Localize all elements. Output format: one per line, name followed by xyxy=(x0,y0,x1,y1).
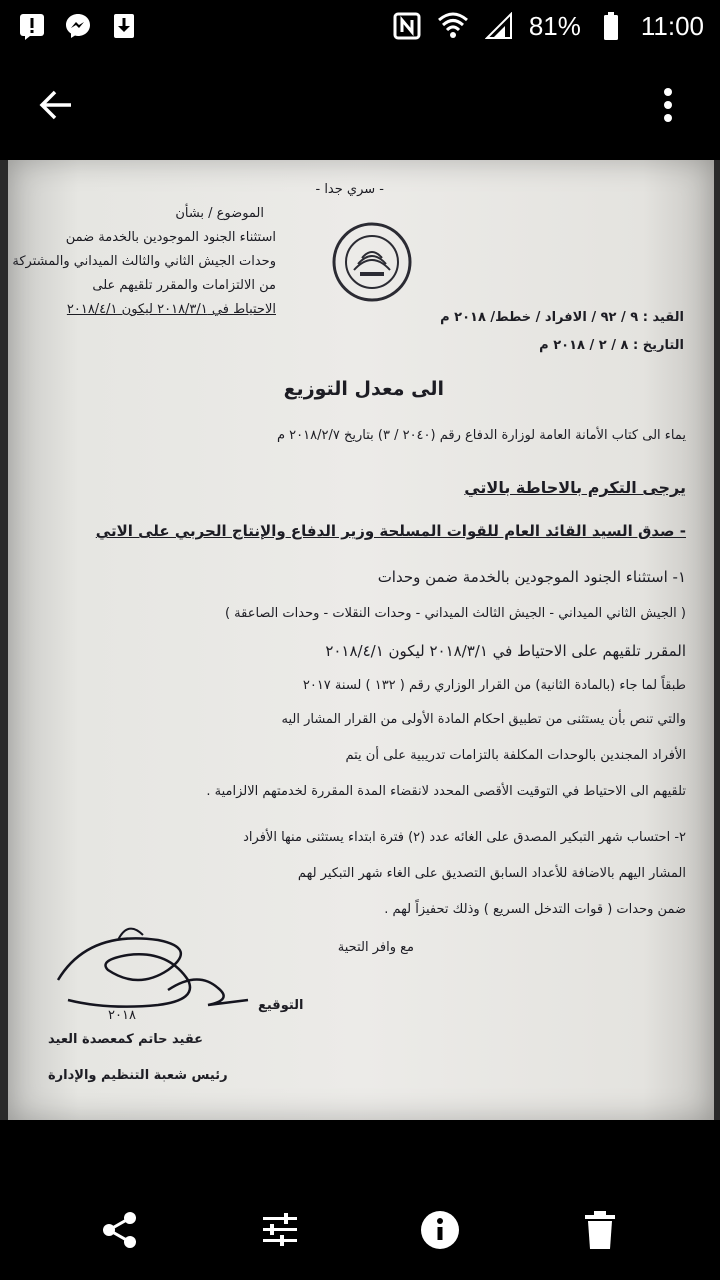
approval-line: - صدق السيد القائد العام للقوات المسلحة وزير الدفاع والإنتاج الحربي على الاتي xyxy=(95,522,686,540)
battery-percent: 81% xyxy=(528,10,581,41)
app-toolbar xyxy=(0,52,720,158)
photo-viewer[interactable] xyxy=(0,160,720,1120)
subject-line-4: من الالتزامات والمقرر تلقيهم على xyxy=(92,278,276,293)
nfc-icon xyxy=(391,10,423,42)
trash-icon xyxy=(582,1210,618,1250)
info-icon xyxy=(420,1210,460,1250)
signatory-role: رئيس شعبة التنظيم والإدارة xyxy=(48,1068,228,1083)
handwritten-signature xyxy=(48,910,268,1030)
reference-number: القيد : ٩ / ٩٢ / الافراد / خطط/ ٢٠١٨ م xyxy=(440,310,684,325)
wifi-icon xyxy=(437,10,469,42)
classification-label: - سري جدا - xyxy=(315,182,384,197)
paragraph-1-line-2: ( الجيش الثاني الميداني - الجيش الثالث الميداني - وحدات النقلات - وحدات الصاعقة ) xyxy=(224,606,686,621)
signatory-name: عقيد حاتم كمعصدة العيد xyxy=(48,1032,204,1047)
share-icon xyxy=(100,1210,140,1250)
intro-line: يماء الى كتاب الأمانة العامة لوزارة الدفاع رقم (٢٠٤٠ / ٣) بتاريخ ٢٠١٨/٢/٧ م xyxy=(276,428,686,443)
status-bar xyxy=(0,0,720,52)
emblem-seal xyxy=(330,220,414,304)
paragraph-2-line-2: المشار اليهم بالاضافة للأعداد السابق التصديق على الغاء شهر التبكير لهم xyxy=(297,866,686,881)
back-button[interactable] xyxy=(28,77,84,133)
recipient-heading: الى معدل التوزيع xyxy=(283,378,444,400)
signature-title: التوقيع xyxy=(258,998,304,1013)
request-line: يرجى التكرم بالاحاطة بالاتي xyxy=(464,478,686,497)
document-page xyxy=(8,160,714,1120)
bottom-action-bar xyxy=(0,1180,720,1280)
subject-line-1: الموضوع / بشأن xyxy=(175,206,264,221)
battery-icon xyxy=(595,10,627,42)
paragraph-1-line-7: تلقيهم الى الاحتياط في التوقيت الأقصى المحدد لانقضاء المدة المقررة لخدمتهم الالزامية . xyxy=(206,784,686,799)
paragraph-1-line-1: ١- استثناء الجنود الموجودين بالخدمة ضمن وحدات xyxy=(377,568,686,586)
subject-line-3: وحدات الجيش الثاني والثالث الميداني والمشتركة xyxy=(12,254,276,269)
edit-button[interactable] xyxy=(252,1202,308,1258)
info-button[interactable] xyxy=(412,1202,468,1258)
messenger-icon xyxy=(62,10,94,42)
delete-button[interactable] xyxy=(572,1202,628,1258)
paragraph-1-line-3: المقرر تلقيهم على الاحتياط في ٢٠١٨/٣/١ ليكون ٢٠١٨/٤/١ xyxy=(325,642,686,660)
download-icon xyxy=(108,10,140,42)
share-button[interactable] xyxy=(92,1202,148,1258)
paragraph-2-line-1: ٢- احتساب شهر التبكير المصدق على الغائه عدد (٢) فترة ابتداء يستثنى منها الأفراد xyxy=(243,830,686,845)
arrow-left-icon xyxy=(38,87,74,123)
alert-icon xyxy=(16,10,48,42)
more-options-button[interactable] xyxy=(640,77,696,133)
paragraph-2-line-3: ضمن وحدات ( قوات التدخل السريع ) وذلك تحفيزاً لهم . xyxy=(384,902,686,917)
paragraph-1-line-6: الأفراد المجندين بالوحدات المكلفة بالتزامات تدريبية على أن يتم xyxy=(345,748,686,763)
signal-icon xyxy=(483,10,515,42)
closing-line: مع وافر التحية xyxy=(337,940,414,955)
paragraph-1-line-5: والتي تنص بأن يستثنى من تطبيق احكام المادة الأولى من القرار المشار اليه xyxy=(281,712,686,727)
subject-line-2: استثناء الجنود الموجودين بالخدمة ضمن xyxy=(65,230,276,245)
sliders-icon xyxy=(260,1210,300,1250)
document-date: التاريخ : ٨ / ٢ / ٢٠١٨ م xyxy=(539,338,684,353)
paragraph-1-line-4: طبقاً لما جاء (بالمادة الثانية) من القرار الوزاري رقم ( ١٣٢ ) لسنة ٢٠١٧ xyxy=(302,678,686,693)
signature-date: ٢٠١٨ xyxy=(108,1008,136,1023)
subject-line-5: الاحتياط في ٢٠١٨/٣/١ ليكون ٢٠١٨/٤/١ xyxy=(66,302,276,317)
more-vertical-icon xyxy=(662,87,674,123)
clock: 11:00 xyxy=(640,10,704,41)
